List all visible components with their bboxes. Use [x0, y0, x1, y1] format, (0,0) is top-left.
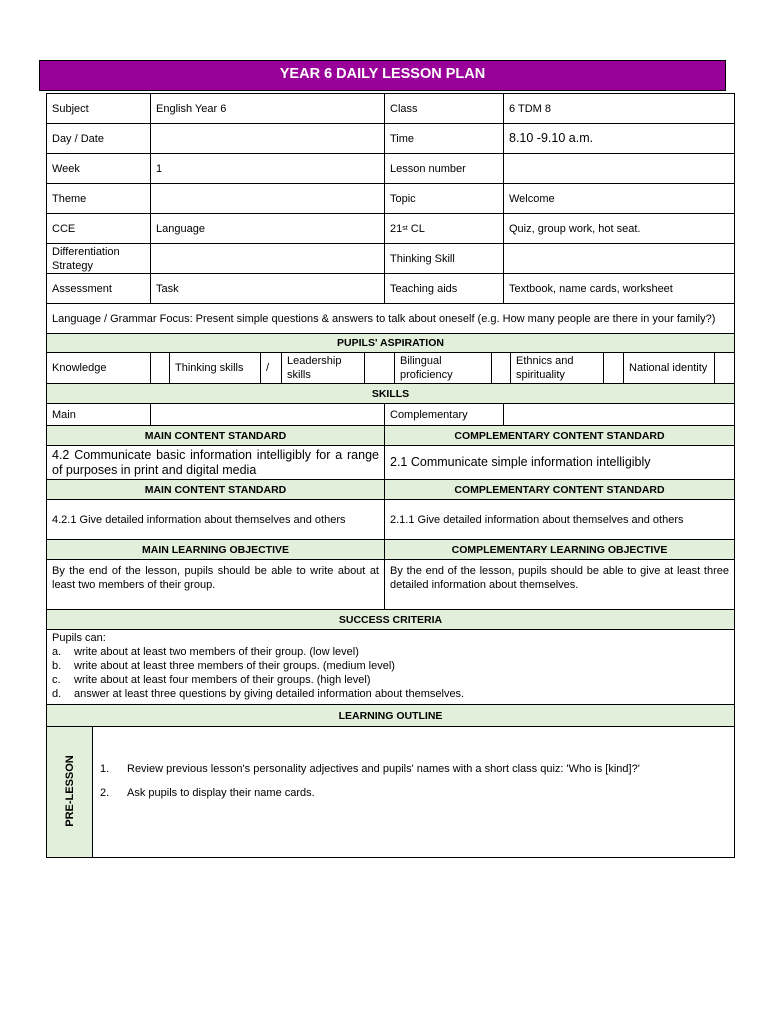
assessment-value: Task: [151, 274, 385, 304]
aspiration-label-leadership: Leadership skills: [282, 353, 365, 384]
thinking-skill-value: [504, 244, 734, 274]
pre-lesson-cell: [47, 727, 93, 857]
outline-text: Ask pupils to display their name cards.: [127, 787, 315, 799]
success-text: write about at least four members of their groups. (high level): [74, 674, 371, 686]
teaching-aids-label: Teaching aids: [385, 274, 504, 304]
main-content-standard-header: MAIN CONTENT STANDARD: [47, 426, 385, 446]
pre-lesson-label: PRE-LESSON: [64, 755, 76, 827]
outline-marker: 1.: [100, 763, 110, 775]
outline-text: Review previous lesson's personality adjectives and pupils' names with a short class quiz: 'Who is [kind]?': [127, 763, 640, 775]
success-item: [52, 659, 729, 673]
aspiration-label-bilingual: Bilingual proficiency: [395, 353, 492, 384]
thinking-skill-label: Thinking Skill: [385, 244, 504, 274]
outline-item: [100, 762, 728, 776]
daydate-value: [151, 124, 385, 154]
cl-label-main: 21: [390, 222, 403, 235]
comp-content-standard-header: COMPLEMENTARY CONTENT STANDARD: [385, 426, 734, 446]
main-objective-text: By the end of the lesson, pupils should be able to write about at least two members of their group.: [47, 560, 385, 610]
aspiration-mark-leadership: [365, 353, 395, 384]
success-marker: d.: [52, 688, 62, 700]
success-text: write about at least two members of their group. (low level): [74, 646, 359, 658]
success-intro: Pupils can:: [52, 632, 106, 644]
success-marker: c.: [52, 674, 61, 686]
lesson-plan-title: YEAR 6 DAILY LESSON PLAN: [39, 60, 726, 91]
aspiration-label-knowledge: Knowledge: [47, 353, 151, 384]
aspiration-label-national: National identity: [624, 353, 715, 384]
learning-outline-body: [47, 727, 734, 857]
success-item: [52, 673, 729, 687]
outline-item: [100, 786, 728, 800]
time-value: 8.10 -9.10 a.m.: [504, 124, 734, 154]
topic-label: Topic: [385, 184, 504, 214]
lesson-number-value: [504, 154, 734, 184]
comp-learning-standard-text: 2.1.1 Give detailed information about themselves and others: [385, 500, 734, 540]
time-label: Time: [385, 124, 504, 154]
aspiration-mark-bilingual: [492, 353, 511, 384]
teaching-aids-value: Textbook, name cards, worksheet: [504, 274, 734, 304]
comp-content-standard-text: 2.1 Communicate simple information intelligibly: [385, 446, 734, 480]
aspiration-label-ethnics: Ethnics and spirituality: [511, 353, 604, 384]
class-value: 6 TDM 8: [504, 94, 734, 124]
pre-lesson-steps: [100, 762, 728, 810]
outline-marker: 2.: [100, 787, 110, 799]
subject-value: English Year 6: [151, 94, 385, 124]
success-text: answer at least three questions by giving detailed information about themselves.: [74, 688, 465, 700]
aspiration-mark-knowledge: [151, 353, 170, 384]
main-content-standard-text: 4.2 Communicate basic information intelligibly for a range of purposes in print and digital media: [47, 446, 385, 480]
success-item: [52, 687, 729, 701]
success-marker: a.: [52, 646, 62, 658]
assessment-label: Assessment: [47, 274, 151, 304]
differentiation-label: Differentiation Strategy: [47, 244, 151, 274]
skills-comp-value: [504, 404, 734, 426]
success-marker: b.: [52, 660, 62, 672]
comp-learning-standard-header: COMPLEMENTARY CONTENT STANDARD: [385, 480, 734, 500]
main-learning-standard-text: 4.2.1 Give detailed information about themselves and others: [47, 500, 385, 540]
skills-comp-label: Complementary: [385, 404, 504, 426]
class-label: Class: [385, 94, 504, 124]
cl-label-tail: CL: [407, 222, 425, 235]
cce-label: CCE: [47, 214, 151, 244]
differentiation-value: [151, 244, 385, 274]
theme-value: [151, 184, 385, 214]
success-criteria-body: [47, 630, 734, 705]
skills-main-label: Main: [47, 404, 151, 426]
week-label: Week: [47, 154, 151, 184]
aspiration-mark-thinking: /: [261, 353, 282, 384]
theme-label: Theme: [47, 184, 151, 214]
main-learning-standard-header: MAIN CONTENT STANDARD: [47, 480, 385, 500]
comp-objective-header: COMPLEMENTARY LEARNING OBJECTIVE: [385, 540, 734, 560]
cce-value: Language: [151, 214, 385, 244]
topic-value: Welcome: [504, 184, 734, 214]
success-text: write about at least three members of their groups. (medium level): [74, 660, 395, 672]
aspiration-mark-national: [715, 353, 734, 384]
grammar-focus: Language / Grammar Focus: Present simple questions & answers to talk about oneself (e.g. How many people are there in your family?): [47, 304, 734, 334]
cl-value: Quiz, group work, hot seat.: [504, 214, 734, 244]
week-value: 1: [151, 154, 385, 184]
cl-label: 21 st CL: [385, 214, 504, 244]
lesson-number-label: Lesson number: [385, 154, 504, 184]
skills-main-value: [151, 404, 385, 426]
lesson-plan-table: [46, 93, 735, 858]
comp-objective-text: By the end of the lesson, pupils should be able to give at least three detailed information about themselves.: [385, 560, 734, 610]
main-objective-header: MAIN LEARNING OBJECTIVE: [47, 540, 385, 560]
aspiration-header: PUPILS' ASPIRATION: [47, 334, 734, 353]
learning-outline-header: LEARNING OUTLINE: [47, 705, 734, 727]
aspiration-label-thinking: Thinking skills: [170, 353, 261, 384]
aspiration-mark-ethnics: [604, 353, 624, 384]
daydate-label: Day / Date: [47, 124, 151, 154]
skills-header: SKILLS: [47, 384, 734, 404]
success-criteria-header: SUCCESS CRITERIA: [47, 610, 734, 630]
success-item: [52, 645, 729, 659]
subject-label: Subject: [47, 94, 151, 124]
